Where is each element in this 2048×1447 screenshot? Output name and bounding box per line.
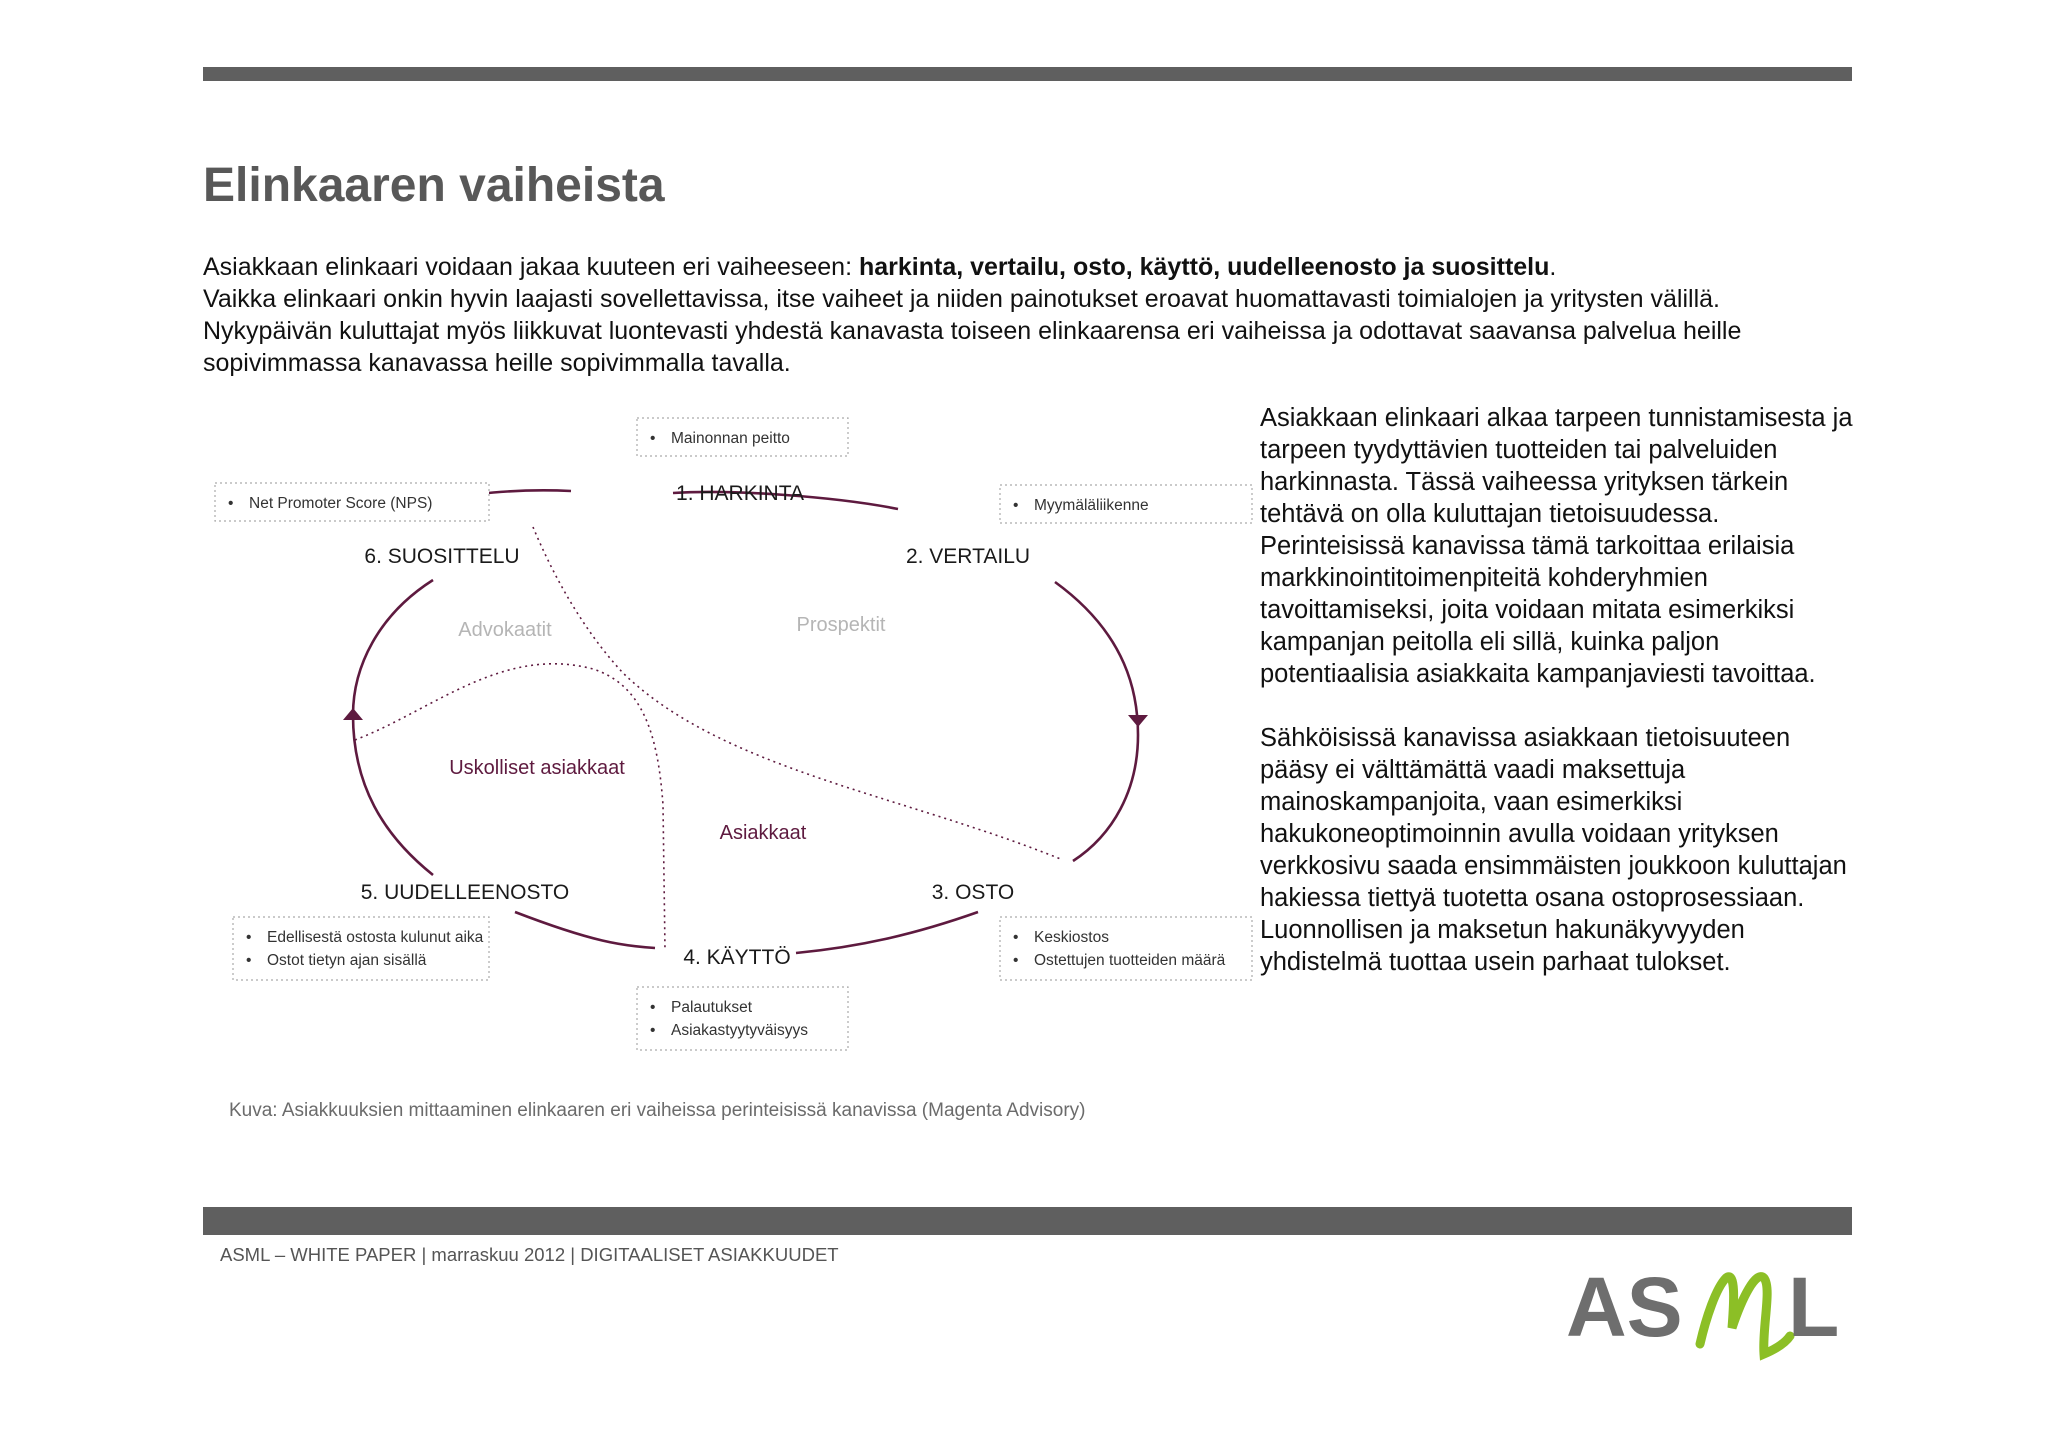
- page-title: Elinkaaren vaiheista: [203, 159, 665, 212]
- metric-box-uudelleenosto: [233, 917, 489, 980]
- metric-bullet: •: [228, 495, 234, 512]
- arc-uudelleenosto-kaytto: [515, 912, 655, 948]
- arc-uudelleenosto-suosittelu: [353, 580, 433, 875]
- logo-letter-l: L: [1788, 1260, 1840, 1354]
- stage-label-osto: 3. OSTO: [931, 881, 1015, 904]
- metric-text: Myymäläliikenne: [1034, 497, 1149, 514]
- separator-prospects: [533, 527, 1063, 860]
- region-label-prospektit: Prospektit: [796, 614, 886, 636]
- metric-bullet: •: [1013, 497, 1019, 514]
- right-paragraph-2: Sähköisissä kanavissa asiakkaan tietoisuuteen pääsy ei välttämättä vaadi maksettuja mainoskampanjoita, vaan esimerkiksi hakukoneoptimoinnin avulla voidaan yrityksen verkkosivu saada ensimmäisten joukkoon kuluttajan hakiessa tiettyä tuotetta osana ostoprosessiaan. Luonnollisen ja maksetun hakunäkyvyyden yhdistelmä tuottaa usein parhaat tulokset.: [1260, 724, 1847, 976]
- footer-divider-bar: [203, 1207, 1852, 1235]
- metric-text: Palautukset: [671, 999, 752, 1016]
- stage-label-harkinta: 1. HARKINTA: [676, 482, 804, 505]
- metric-text: Asiakastyytyväisyys: [671, 1022, 808, 1039]
- arc-kaytto-osto: [796, 912, 978, 953]
- metric-box-kaytto: [637, 987, 848, 1050]
- metric-text: Keskiostos: [1034, 929, 1109, 946]
- asml-logo: [1566, 1258, 1856, 1368]
- metric-box-osto: [1000, 917, 1252, 980]
- metric-text: Edellisestä ostosta kulunut aika: [267, 929, 484, 946]
- region-label-advokaatit: Advokaatit: [458, 619, 552, 641]
- arc-vertailu-osto: [1055, 582, 1138, 861]
- top-divider-bar: [203, 67, 1852, 81]
- stage-label-vertailu: 2. VERTAILU: [905, 545, 1031, 568]
- right-paragraph-1: Asiakkaan elinkaari alkaa tarpeen tunnistamisesta ja tarpeen tyydyttävien tuotteiden tai palveluiden harkinnasta. Tässä vaiheessa yrityksen tärkein tehtävä on olla kuluttajan tietoisuudessa. Perinteisissä kanavissa tämä tarkoittaa erilaisia markkinointitoimenpiteitä kohderyhmien tavoittamiseksi, joita voidaan mitata esimerkiksi kampanjan peitolla eli sillä, kuinka paljon potentiaalisia asiakkaita kampanjaviesti tavoittaa.: [1260, 404, 1853, 688]
- metric-text: Mainonnan peitto: [671, 430, 790, 447]
- metric-bullet: •: [246, 929, 252, 946]
- intro-text: [203, 251, 1863, 379]
- metric-bullet: •: [246, 952, 252, 969]
- arrow-up-icon: [343, 708, 363, 720]
- intro-line-3: Nykypäivän kuluttajat myös liikkuvat luontevasti yhdestä kanavasta toiseen elinkaarensa eri vaiheissa ja odottavat saavansa palvelua heille sopivimmassa kanavassa heille sopivimmalla tavalla.: [203, 317, 1742, 377]
- metric-bullet: •: [650, 999, 656, 1016]
- stage-labels: [361, 482, 1030, 969]
- intro-line-1: [203, 251, 1863, 283]
- intro-line-2: Vaikka elinkaari onkin hyvin laajasti sovellettavissa, itse vaiheet ja niiden painotukset eroavat huomattavasti toimialojen ja yritysten välillä.: [203, 285, 1720, 313]
- stage-label-uudelleenosto: 5. UUDELLEENOSTO: [360, 881, 570, 904]
- metric-bullet: •: [1013, 929, 1019, 946]
- metric-text: Net Promoter Score (NPS): [249, 495, 433, 512]
- logo-letters-as: AS: [1566, 1260, 1683, 1354]
- separator-loyal: [355, 664, 665, 950]
- stage-label-kaytto: 4. KÄYTTÖ: [683, 946, 791, 969]
- intro-line-1-stages: harkinta, vertailu, osto, käyttö, uudelleenosto ja suosittelu: [858, 253, 1550, 281]
- figure-caption: Kuva: Asiakkuuksien mittaaminen elinkaaren eri vaiheissa perinteisissä kanavissa (Magenta Advisory): [229, 1100, 1086, 1121]
- metric-text: Ostot tietyn ajan sisällä: [267, 952, 427, 969]
- metric-bullet: •: [650, 1022, 656, 1039]
- stage-label-suosittelu: 6. SUOSITTELU: [364, 545, 520, 568]
- intro-line-1-prefix: Asiakkaan elinkaari voidaan jakaa kuuteen eri vaiheeseen:: [203, 253, 859, 281]
- region-label-uskolliset: Uskolliset asiakkaat: [449, 757, 625, 779]
- logo-m-swoosh-icon: [1700, 1277, 1790, 1354]
- arrow-down-icon: [1128, 715, 1148, 727]
- metric-text: Ostettujen tuotteiden määrä: [1034, 952, 1226, 969]
- right-column-text: [1260, 402, 1860, 1010]
- region-label-asiakkaat: Asiakkaat: [719, 822, 807, 844]
- footer-text: ASML – WHITE PAPER | marraskuu 2012 | DIGITAALISET ASIAKKUUDET: [220, 1244, 839, 1265]
- intro-line-1-suffix: .: [1549, 253, 1557, 281]
- metric-bullet: •: [650, 430, 656, 447]
- metric-bullet: •: [1013, 952, 1019, 969]
- customer-lifecycle-diagram: [203, 405, 1253, 1065]
